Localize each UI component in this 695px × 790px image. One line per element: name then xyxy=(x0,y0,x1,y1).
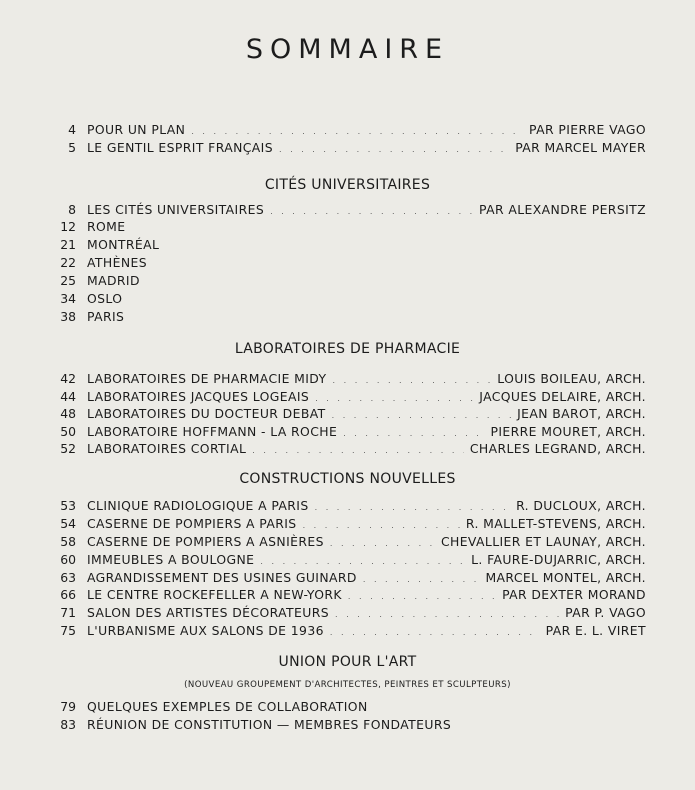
dot-leader xyxy=(343,427,484,441)
entry-page-number: 71 xyxy=(60,605,76,620)
section-subheading-union: (NOUVEAU GROUPEMENT D'ARCHITECTES, PEINTRES ET SCULPTEURS) xyxy=(184,680,511,690)
entry-author: R. DUCLOUX, ARCH. xyxy=(516,498,646,513)
toc-entry xyxy=(54,716,646,734)
entry-page-number: 52 xyxy=(60,441,76,456)
entry-title: LABORATOIRES DU DOCTEUR DEBAT xyxy=(87,406,326,421)
entry-title: MONTRÉAL xyxy=(87,237,160,252)
entry-author: PAR ALEXANDRE PERSITZ xyxy=(479,202,646,217)
entry-title: CASERNE DE POMPIERS A PARIS xyxy=(87,516,297,531)
dot-leader xyxy=(348,590,496,604)
entry-page-number: 58 xyxy=(60,534,76,549)
entry-page-number: 38 xyxy=(60,309,76,324)
dot-leader xyxy=(303,519,460,533)
toc-entry xyxy=(54,290,646,308)
toc-entry xyxy=(54,201,646,219)
entry-author: PAR P. VAGO xyxy=(565,605,646,620)
dot-leader xyxy=(315,501,510,515)
entry-author: JEAN BAROT, ARCH. xyxy=(517,406,646,421)
toc-entry xyxy=(54,254,646,272)
dot-leader xyxy=(252,444,464,458)
entry-page-number: 83 xyxy=(60,717,76,732)
toc-entry xyxy=(54,622,646,640)
entry-title: LABORATOIRES CORTIAL xyxy=(87,441,247,456)
entry-title: SALON DES ARTISTES DÉCORATEURS xyxy=(87,605,329,620)
entry-title: LE GENTIL ESPRIT FRANÇAIS xyxy=(87,140,273,155)
toc-entry xyxy=(54,405,646,423)
entry-title: LABORATOIRE HOFFMANN - LA ROCHE xyxy=(87,424,338,439)
entry-title: CLINIQUE RADIOLOGIQUE A PARIS xyxy=(87,498,309,513)
entry-title: PARIS xyxy=(87,309,125,324)
toc-entry xyxy=(54,586,646,604)
toc-entry xyxy=(54,370,646,388)
toc-entry xyxy=(54,388,646,406)
toc-entry xyxy=(54,440,646,458)
section-heading-union: UNION POUR L'ART xyxy=(278,654,417,670)
dot-leader xyxy=(333,374,492,388)
dot-leader xyxy=(315,392,473,406)
toc-entry xyxy=(54,308,646,326)
entry-title: CASERNE DE POMPIERS A ASNIÈRES xyxy=(87,534,324,549)
entry-title: QUELQUES EXEMPLES DE COLLABORATION xyxy=(87,699,368,714)
dot-leader xyxy=(332,409,511,423)
entry-author: PAR DEXTER MORAND xyxy=(502,587,646,602)
entry-author: PIERRE MOURET, ARCH. xyxy=(490,424,646,439)
entry-page-number: 50 xyxy=(60,424,76,439)
toc-entry xyxy=(54,272,646,290)
section-heading-constructions: CONSTRUCTIONS NOUVELLES xyxy=(239,471,456,487)
toc-entry xyxy=(54,139,646,157)
toc-entry xyxy=(54,515,646,533)
entry-title: RÉUNION DE CONSTITUTION — MEMBRES FONDATEURS xyxy=(87,717,452,732)
entry-title: AGRANDISSEMENT DES USINES GUINARD xyxy=(87,570,357,585)
entry-author: PAR E. L. VIRET xyxy=(545,623,646,638)
toc-entry xyxy=(54,604,646,622)
entry-title: IMMEUBLES A BOULOGNE xyxy=(87,552,255,567)
toc-entry xyxy=(54,551,646,569)
entry-page-number: 5 xyxy=(68,140,76,155)
section-heading-cites: CITÉS UNIVERSITAIRES xyxy=(264,177,431,193)
entry-page-number: 75 xyxy=(60,623,76,638)
entry-author: CHEVALLIER ET LAUNAY, ARCH. xyxy=(440,534,646,549)
entry-page-number: 8 xyxy=(68,202,76,217)
entry-author: LOUIS BOILEAU, ARCH. xyxy=(497,371,646,386)
entry-title: ROME xyxy=(87,219,126,234)
entry-page-number: 42 xyxy=(60,371,76,386)
dot-leader xyxy=(279,143,509,157)
toc-entry xyxy=(54,533,646,551)
section-heading-labos: LABORATOIRES DE PHARMACIE xyxy=(234,341,461,357)
entry-page-number: 63 xyxy=(60,570,76,585)
entry-title: MADRID xyxy=(87,273,140,288)
entry-title: POUR UN PLAN xyxy=(87,122,186,137)
dot-leader xyxy=(363,573,480,587)
entry-page-number: 12 xyxy=(60,219,76,234)
entry-page-number: 60 xyxy=(60,552,76,567)
entry-author: L. FAURE-DUJARRIC, ARCH. xyxy=(471,552,646,567)
entry-page-number: 22 xyxy=(60,255,76,270)
entry-title: L'URBANISME AUX SALONS DE 1936 xyxy=(87,623,324,638)
entry-author: JACQUES DELAIRE, ARCH. xyxy=(479,389,646,404)
toc-entry xyxy=(54,698,646,716)
toc-entry xyxy=(54,236,646,254)
entry-page-number: 25 xyxy=(60,273,76,288)
toc-entry xyxy=(54,569,646,587)
entry-page-number: 4 xyxy=(68,122,76,137)
dot-leader xyxy=(260,555,465,569)
toc-entry xyxy=(54,121,646,139)
entry-title: LES CITÉS UNIVERSITAIRES xyxy=(87,202,265,217)
dot-leader xyxy=(191,125,523,139)
dot-leader xyxy=(330,537,435,551)
entry-title: ATHÈNES xyxy=(87,255,147,270)
entry-page-number: 44 xyxy=(60,389,76,404)
entry-author: PAR PIERRE VAGO xyxy=(529,122,646,137)
toc-entry xyxy=(54,497,646,515)
entry-author: CHARLES LEGRAND, ARCH. xyxy=(469,441,646,456)
dot-leader xyxy=(270,205,473,219)
entry-page-number: 54 xyxy=(60,516,76,531)
entry-page-number: 53 xyxy=(60,498,76,513)
entry-page-number: 34 xyxy=(60,291,76,306)
entry-title: OSLO xyxy=(87,291,123,306)
entry-page-number: 48 xyxy=(60,406,76,421)
toc-entry xyxy=(54,218,646,236)
entry-author: MARCEL MONTEL, ARCH. xyxy=(485,570,646,585)
toc-entry xyxy=(54,423,646,441)
page-title: SOMMAIRE xyxy=(245,34,450,65)
dot-leader xyxy=(330,626,540,640)
entry-author: R. MALLET-STEVENS, ARCH. xyxy=(465,516,646,531)
dot-leader xyxy=(335,608,559,622)
entry-page-number: 66 xyxy=(60,587,76,602)
entry-page-number: 79 xyxy=(60,699,76,714)
entry-title: LABORATOIRES DE PHARMACIE MIDY xyxy=(87,371,327,386)
entry-page-number: 21 xyxy=(60,237,76,252)
entry-author: PAR MARCEL MAYER xyxy=(515,140,646,155)
entry-title: LABORATOIRES JACQUES LOGEAIS xyxy=(87,389,310,404)
entry-title: LE CENTRE ROCKEFELLER A NEW-YORK xyxy=(87,587,342,602)
